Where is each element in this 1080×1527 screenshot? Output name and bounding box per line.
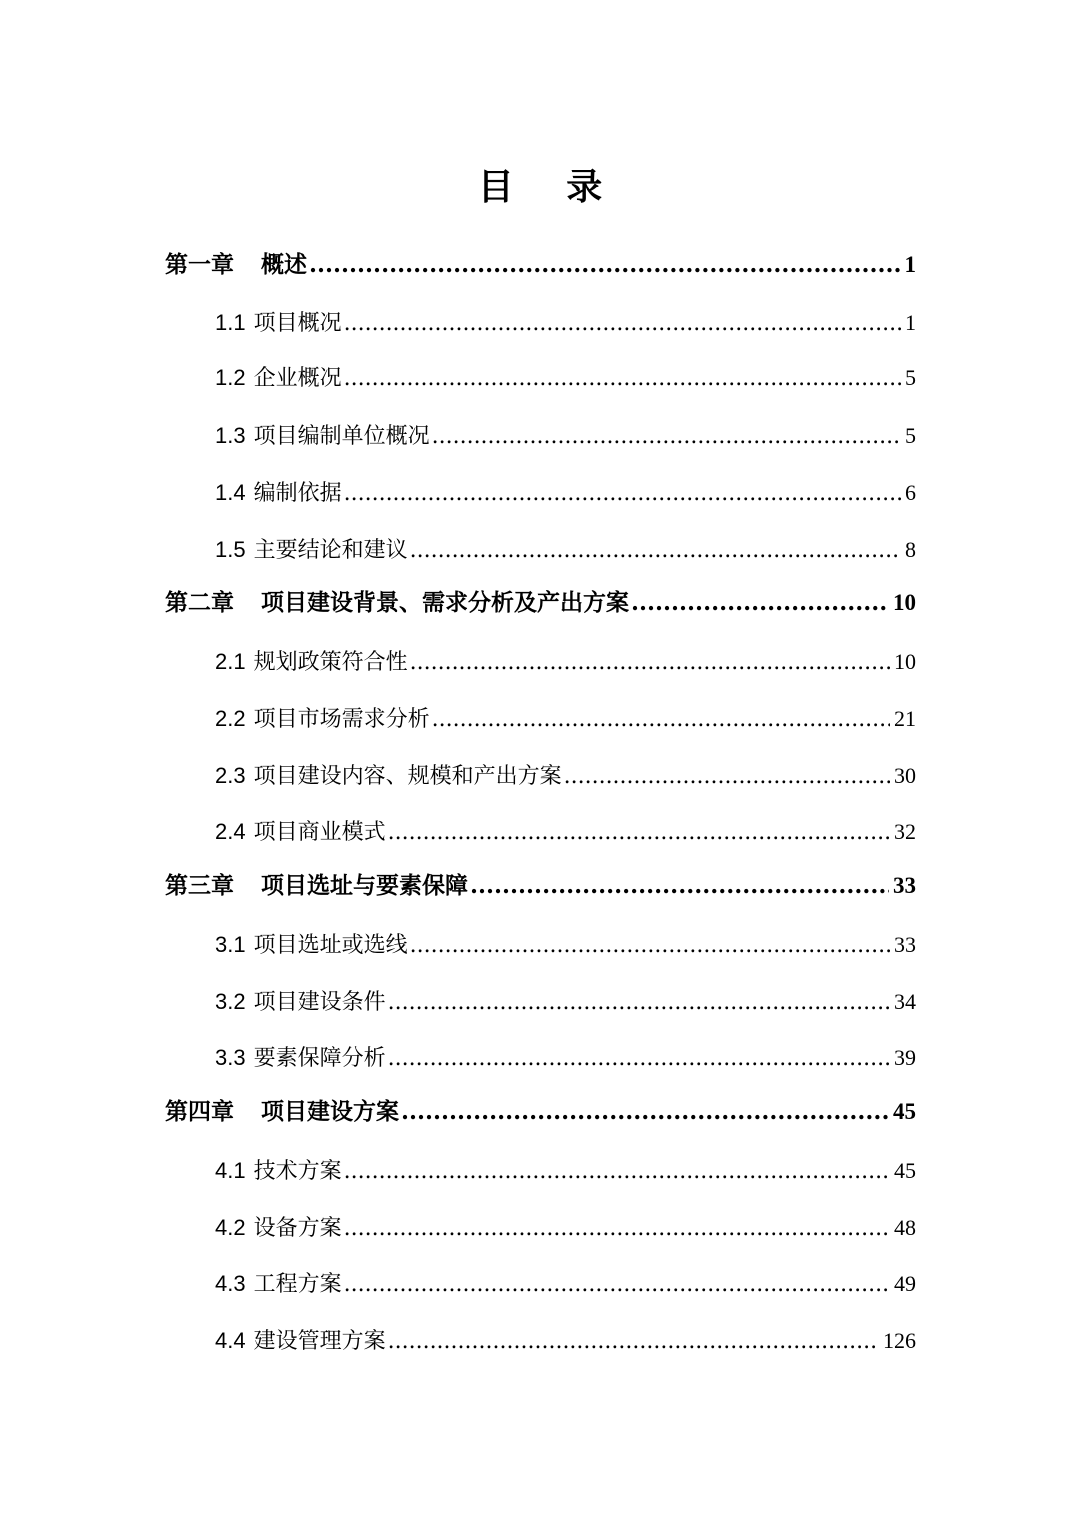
toc-page-number: 126 [883, 1328, 916, 1353]
dot-leader [309, 247, 901, 283]
toc-section-4-3[interactable] [215, 1266, 916, 1302]
toc-section-3-3[interactable] [215, 1040, 916, 1076]
toc-label: 项目建设背景、需求分析及产出方案 [261, 589, 629, 616]
toc-label: 概述 [261, 251, 307, 278]
dot-leader [401, 1094, 889, 1130]
dot-leader [344, 1154, 890, 1190]
toc-page-number: 32 [894, 819, 916, 844]
dot-leader [388, 815, 890, 851]
toc-number: 2.4 [215, 819, 246, 844]
toc-section-4-2[interactable] [215, 1210, 916, 1246]
toc-number: 第二章 [165, 589, 234, 616]
dot-leader [344, 306, 901, 342]
toc-chapter-1[interactable] [165, 247, 916, 283]
toc-page-number: 48 [894, 1215, 916, 1240]
toc-page-number: 33 [894, 932, 916, 957]
dot-leader [470, 868, 889, 904]
toc-page-number: 45 [894, 1158, 916, 1183]
toc-label: 编制依据 [253, 481, 342, 506]
toc-label: 建设管理方案 [253, 1329, 386, 1354]
toc-page-number: 6 [905, 480, 916, 505]
toc-page-number: 5 [905, 365, 916, 390]
toc-number: 2.1 [215, 649, 246, 674]
toc-page-number: 49 [894, 1271, 916, 1296]
dot-leader [344, 1211, 890, 1247]
toc-label: 企业概况 [253, 366, 342, 391]
toc-number: 1.1 [215, 310, 246, 335]
toc-chapter-3[interactable] [165, 868, 916, 904]
toc-label: 项目商业模式 [253, 820, 386, 845]
dot-leader [344, 361, 901, 397]
toc-label: 项目建设方案 [261, 1098, 399, 1125]
dot-leader [344, 1267, 890, 1303]
toc-page-number: 30 [894, 763, 916, 788]
toc-label: 工程方案 [253, 1272, 342, 1297]
toc-number: 1.3 [215, 423, 246, 448]
toc-page-number: 1 [904, 252, 916, 277]
toc-section-2-3[interactable] [215, 758, 916, 794]
toc-label: 项目选址或选线 [253, 933, 408, 958]
toc-section-3-1[interactable] [215, 927, 916, 963]
toc-section-2-1[interactable] [215, 644, 916, 680]
toc-page-number: 10 [893, 590, 916, 615]
toc-label: 项目建设条件 [253, 990, 386, 1015]
toc-label: 主要结论和建议 [253, 538, 408, 563]
toc-page-number: 1 [905, 310, 916, 335]
toc-number: 3.1 [215, 932, 246, 957]
toc-section-3-2[interactable] [215, 984, 916, 1020]
toc-label: 规划政策符合性 [253, 650, 408, 675]
toc-page-number: 5 [905, 423, 916, 448]
toc-number: 2.2 [215, 706, 246, 731]
toc-number: 第一章 [165, 251, 234, 278]
toc-section-2-2[interactable] [215, 701, 916, 737]
toc-page-number: 34 [894, 989, 916, 1014]
toc-page-number: 45 [893, 1099, 916, 1124]
toc-section-4-1[interactable] [215, 1153, 916, 1189]
toc-label: 设备方案 [253, 1216, 342, 1241]
dot-leader [388, 1324, 879, 1360]
toc-page-number: 33 [893, 873, 916, 898]
toc-label: 技术方案 [253, 1159, 342, 1184]
toc-label: 要素保障分析 [253, 1046, 386, 1071]
toc-chapter-4[interactable] [165, 1094, 916, 1130]
toc-number: 1.4 [215, 480, 246, 505]
dot-leader [564, 759, 890, 795]
toc-page-number: 21 [894, 706, 916, 731]
toc-page-number: 39 [894, 1045, 916, 1070]
dot-leader [432, 419, 901, 455]
toc-number: 4.4 [215, 1328, 246, 1353]
toc-page-number: 10 [894, 649, 916, 674]
dot-leader [410, 533, 901, 569]
dot-leader [410, 928, 890, 964]
toc-number: 1.2 [215, 365, 246, 390]
dot-leader [631, 585, 889, 621]
toc-label: 项目建设内容、规模和产出方案 [253, 764, 562, 789]
dot-leader [432, 702, 890, 738]
toc-number: 3.3 [215, 1045, 246, 1070]
toc-label: 项目概况 [253, 311, 342, 336]
toc-label: 项目选址与要素保障 [261, 872, 468, 899]
toc-chapter-2[interactable] [165, 585, 916, 621]
toc-label: 项目市场需求分析 [253, 707, 430, 732]
toc-label: 项目编制单位概况 [253, 424, 430, 449]
toc-section-1-1[interactable] [215, 305, 916, 341]
dot-leader [410, 645, 890, 681]
toc-number: 4.2 [215, 1215, 246, 1240]
toc-section-1-2[interactable] [215, 360, 916, 396]
toc-number: 2.3 [215, 763, 246, 788]
toc-number: 4.1 [215, 1158, 246, 1183]
toc-section-1-5[interactable] [215, 532, 916, 568]
toc-number: 3.2 [215, 989, 246, 1014]
toc-page-number: 8 [905, 537, 916, 562]
toc-section-1-4[interactable] [215, 475, 916, 511]
toc-number: 1.5 [215, 537, 246, 562]
toc-number: 第四章 [165, 1098, 234, 1125]
toc-section-1-3[interactable] [215, 418, 916, 454]
page-title: 目 录 [477, 166, 623, 208]
toc-number: 4.3 [215, 1271, 246, 1296]
dot-leader [388, 985, 890, 1021]
toc-section-2-4[interactable] [215, 814, 916, 850]
dot-leader [388, 1041, 890, 1077]
toc-number: 第三章 [165, 872, 234, 899]
dot-leader [344, 476, 901, 512]
toc-section-4-4[interactable] [215, 1323, 916, 1359]
